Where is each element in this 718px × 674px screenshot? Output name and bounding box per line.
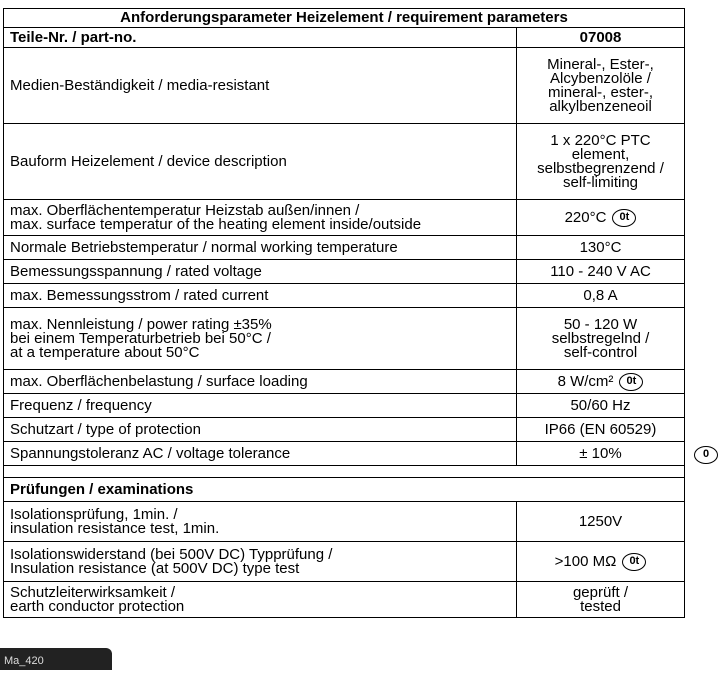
row-value: 8 W/cm² [557,372,614,390]
table-row [4,284,685,308]
row-label: Frequenz / frequency [4,394,517,418]
table-row [4,48,685,124]
row-value: 07008 [517,28,685,48]
table-row [4,260,685,284]
row-value: 0,8 A [517,284,685,308]
table-row [4,124,685,200]
table-row [4,394,685,418]
row-label: Teile-Nr. / part-no. [4,28,517,48]
table-row [4,418,685,442]
row-value: IP66 (EN 60529) [517,418,685,442]
row-value-cell [517,200,685,236]
taskbar-tab-fragment[interactable]: Ma_420 [0,648,112,670]
ot-badge: 0t [619,373,643,391]
table-row [4,308,685,370]
table-row [4,442,685,466]
table-row [4,542,685,582]
row-label: Schutzleiterwirksamkeit / earth conductor protection [4,582,517,618]
table-row [4,370,685,394]
ot-badge: 0t [622,553,646,571]
row-value: 130°C [517,236,685,260]
requirements-table [3,8,685,618]
row-label: Spannungstoleranz AC / voltage tolerance [4,442,517,466]
row-value: 1 x 220°C PTC element, selbstbegrenzend / self-limiting [517,124,685,200]
row-value: 110 - 240 V AC [517,260,685,284]
table-row [4,236,685,260]
row-value: ± 10% [517,442,685,466]
row-label: Isolationsprüfung, 1min. / insulation resistance test, 1min. [4,502,517,542]
row-value: geprüft / tested [517,582,685,618]
table-row [4,582,685,618]
row-value: Mineral-, Ester-, Alcybenzolöle / mineral-, ester-, alkylbenzeneoil [517,48,685,124]
row-value: 220°C [564,208,607,226]
row-value: 50 - 120 W selbstregelnd / self-control [517,308,685,370]
table-row [4,502,685,542]
row-label: max. Oberflächenbelastung / surface loading [4,370,517,394]
table-row-part-no [4,28,685,48]
row-label: Bauform Heizelement / device description [4,124,517,200]
row-label: Normale Betriebstemperatur / normal working temperature [4,236,517,260]
row-label: Medien-Beständigkeit / media-resistant [4,48,517,124]
section-title: Prüfungen / examinations [4,478,685,502]
row-value-cell [517,370,685,394]
row-value: >100 MΩ [554,552,617,570]
row-label: max. Bemessungsstrom / rated current [4,284,517,308]
row-label: Bemessungsspannung / rated voltage [4,260,517,284]
ot-badge-outside: 0 [694,446,718,464]
table-row [4,200,685,236]
row-label: max. Nennleistung / power rating ±35% bei einem Temperaturbetrieb bei 50°C / at a temperature about 50°C [4,308,517,370]
row-value: 1250V [517,502,685,542]
row-value-cell [517,542,685,582]
row-label: Schutzart / type of protection [4,418,517,442]
row-label: max. Oberflächentemperatur Heizstab außen/innen / max. surface temperatur of the heating element inside/outside [4,200,517,236]
spacer-row [4,466,685,478]
section-title-row [4,478,685,502]
table-title: Anforderungsparameter Heizelement / requirement parameters [4,9,685,28]
ot-badge: 0t [612,209,636,227]
row-label: Isolationswiderstand (bei 500V DC) Typprüfung / Insulation resistance (at 500V DC) type test [4,542,517,582]
row-value: 50/60 Hz [517,394,685,418]
table-title-row [4,9,685,28]
